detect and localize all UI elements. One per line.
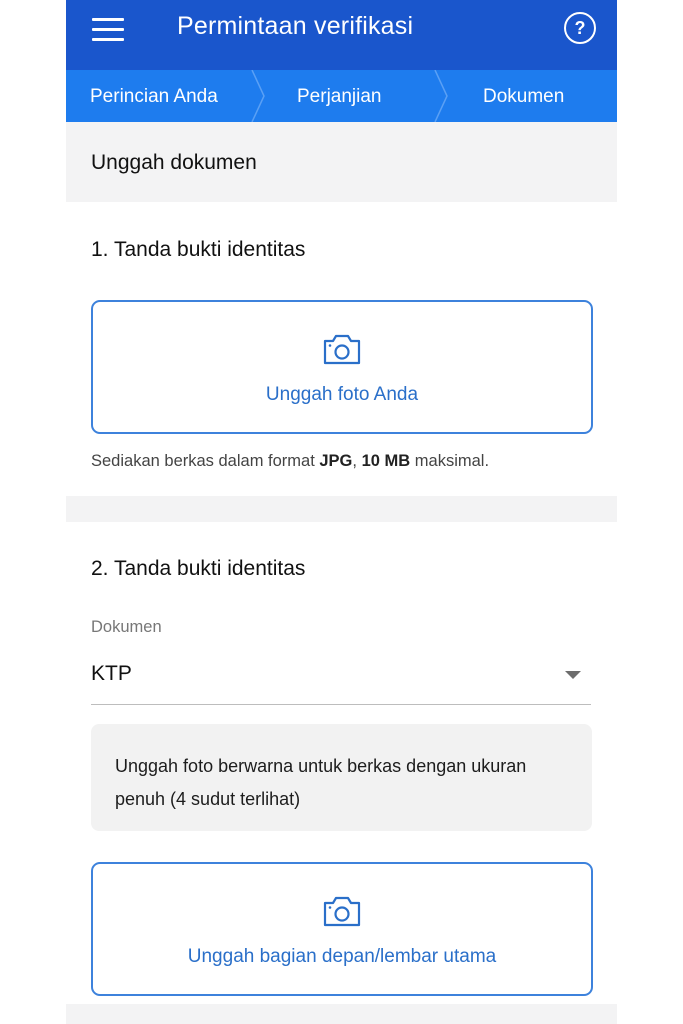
upload-front-page-button[interactable] (91, 862, 593, 996)
hint-size: 10 MB (361, 452, 411, 470)
page-title: Permintaan verifikasi (177, 12, 414, 40)
camera-icon (322, 896, 362, 928)
upload-photo-button[interactable] (91, 300, 593, 434)
file-format-hint (91, 452, 489, 471)
section-divider (66, 496, 617, 522)
upload-instructions-box (91, 724, 592, 831)
section-title: Unggah dokumen (91, 151, 257, 174)
upload-front-page-label: Unggah bagian depan/lembar utama (187, 946, 497, 967)
step-perincian-anda[interactable]: Perincian Anda (90, 86, 218, 107)
hint-prefix: Sediakan berkas dalam format (91, 452, 320, 470)
upload-instructions-text: Unggah foto berwarna untuk berkas dengan ukuran penuh (4 sudut terlihat) (115, 756, 527, 809)
step-dokumen[interactable]: Dokumen (483, 86, 565, 107)
document-type-select[interactable] (91, 650, 591, 705)
hint-suffix: maksimal. (410, 452, 490, 470)
document-1-title: 1. Tanda bukti identitas (91, 238, 306, 261)
hamburger-menu-icon[interactable] (92, 14, 126, 44)
bottom-divider (66, 1004, 617, 1024)
section-header (66, 122, 617, 202)
upload-photo-label: Unggah foto Anda (265, 384, 419, 405)
step-separator-chevron-icon (250, 70, 270, 122)
camera-icon (322, 334, 362, 366)
step-separator-chevron-icon (433, 70, 453, 122)
progress-stepper (66, 70, 617, 122)
document-field-label: Dokumen (91, 618, 162, 636)
dropdown-caret-icon (565, 671, 581, 679)
hint-format: JPG (319, 452, 353, 470)
help-circle-icon[interactable]: ? (564, 12, 596, 44)
hint-separator: , (352, 452, 362, 470)
document-type-value: KTP (91, 662, 132, 685)
verification-screen (66, 0, 617, 1024)
document-2-title: 2. Tanda bukti identitas (91, 557, 306, 580)
app-bar (66, 0, 617, 70)
step-perjanjian[interactable]: Perjanjian (297, 86, 382, 107)
